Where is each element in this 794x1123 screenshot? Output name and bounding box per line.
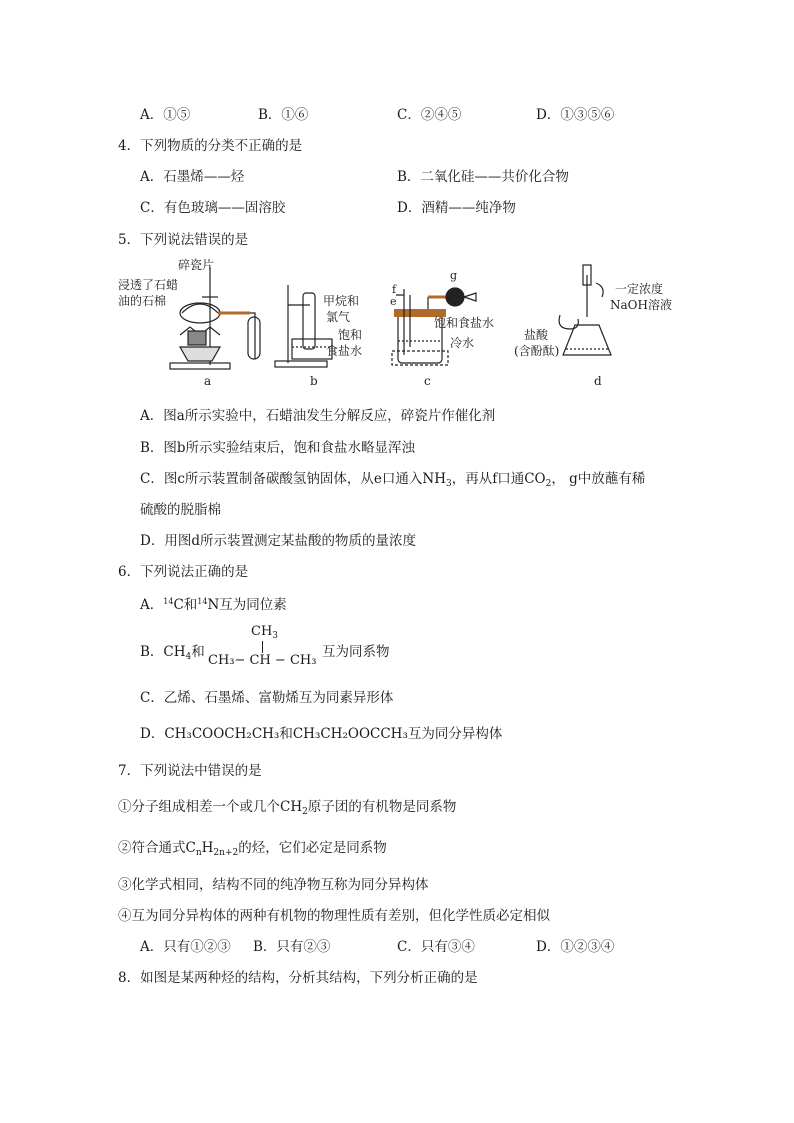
- fig-d-label-1: 一定浓度: [615, 282, 664, 296]
- apparatus-a: [170, 267, 260, 369]
- q5-apparatus-figure: [110, 255, 690, 395]
- q3-option-b: B．①⑥: [258, 107, 309, 123]
- fig-d-label-4: (含酚酞): [514, 344, 560, 358]
- fig-d-caption: d: [594, 374, 602, 388]
- q6-option-a: A．$^{14}$C和$^{14}$N互为同位素: [140, 597, 287, 613]
- q7-option-d: D．①②③④: [536, 939, 615, 955]
- fig-a-label-2: 浸透了石蜡: [118, 278, 179, 292]
- q5-option-c-line2: 硫酸的脱脂棉: [140, 502, 221, 518]
- q3-option-c: C．②④⑤: [397, 107, 462, 123]
- q6-option-b-tail: 互为同系物: [322, 644, 390, 660]
- q4-option-c: C．有色玻璃——固溶胶: [140, 200, 286, 216]
- q5-option-b: B．图b所示实验结束后，饱和食盐水略显浑浊: [140, 440, 416, 456]
- q5-option-d: D．用图d所示装置测定某盐酸的物质的量浓度: [140, 533, 416, 549]
- fig-c-label-f: f: [392, 283, 397, 296]
- fig-b-label-1: 甲烷和: [323, 294, 360, 308]
- q6-option-b-letter: B．$CH_4$和: [140, 644, 205, 662]
- fig-c-caption: c: [424, 374, 431, 388]
- apparatus-d: [559, 265, 611, 355]
- q6-option-d: D．CH₃COOCH₂CH₃和CH₃CH₂OOCCH₃互为同分异构体: [140, 726, 503, 742]
- q7-statement-1: ①分子组成相差一个或几个$CH_2$原子团的有机物是同系物: [118, 799, 457, 817]
- q7-statement-4: ④互为同分异构体的两种有机物的物理性质有差别，但化学性质必定相似: [118, 908, 550, 924]
- q7-statement-3: ③化学式相同，结构不同的纯净物互称为同分异构体: [118, 877, 429, 893]
- q4-stem: 4．下列物质的分类不正确的是: [118, 138, 303, 154]
- fig-c-label-2: 冷水: [450, 336, 475, 350]
- fig-d-label-3: 盐酸: [524, 328, 549, 342]
- fig-d-label-2: NaOH溶液: [610, 298, 672, 312]
- q3-option-d: D．①③⑤⑥: [536, 107, 615, 123]
- q6-option-b-branch: $CH_3$: [251, 624, 279, 641]
- fig-c-label-1: 饱和食盐水: [434, 316, 495, 330]
- q8-stem: 8．如图是某两种烃的结构，分析其结构，下列分析正确的是: [118, 970, 478, 986]
- fig-a-caption: a: [204, 374, 212, 388]
- q6-option-b-chain: CH₃− CH − CH₃: [208, 653, 317, 668]
- q7-statement-2: ②符合通式$C_nH_{2n+2}$的烃，它们必定是同系物: [118, 840, 387, 858]
- fig-b-caption: b: [310, 374, 318, 388]
- fig-b-label-4: 食盐水: [326, 344, 363, 358]
- fig-a-label-3: 油的石棉: [118, 294, 167, 308]
- q4-option-d: D．酒精——纯净物: [397, 200, 516, 216]
- q7-stem: 7．下列说法中错误的是: [118, 763, 262, 779]
- q5-option-c-line1: C．图c所示装置制备碳酸氢钠固体，从e口通入$NH_3$，再从f口通$CO_2$， g中放蘸有稀: [140, 471, 646, 489]
- q5-option-a: A．图a所示实验中，石蜡油发生分解反应，碎瓷片作催化剂: [140, 408, 496, 424]
- q6-option-b-bond: [262, 641, 263, 653]
- fig-b-label-3: 饱和: [338, 328, 363, 342]
- q3-option-a: A．①⑤: [140, 107, 191, 123]
- q7-option-a: A．只有①②③: [140, 939, 231, 955]
- q4-option-b: B．二氧化硅——共价化合物: [397, 169, 569, 185]
- q6-option-c: C．乙烯、石墨烯、富勒烯互为同素异形体: [140, 690, 394, 706]
- fig-c-label-g: g: [450, 269, 458, 282]
- q6-stem: 6．下列说法正确的是: [118, 564, 249, 580]
- q7-option-c: C．只有③④: [397, 939, 475, 955]
- fig-c-label-e: e: [390, 295, 397, 308]
- q4-option-a: A．石墨烯——烃: [140, 169, 245, 185]
- q5-stem: 5．下列说法错误的是: [118, 232, 249, 248]
- q7-option-b: B．只有②③: [253, 939, 331, 955]
- fig-a-label-1: 碎瓷片: [178, 258, 215, 272]
- fig-b-label-2: 氯气: [326, 310, 351, 324]
